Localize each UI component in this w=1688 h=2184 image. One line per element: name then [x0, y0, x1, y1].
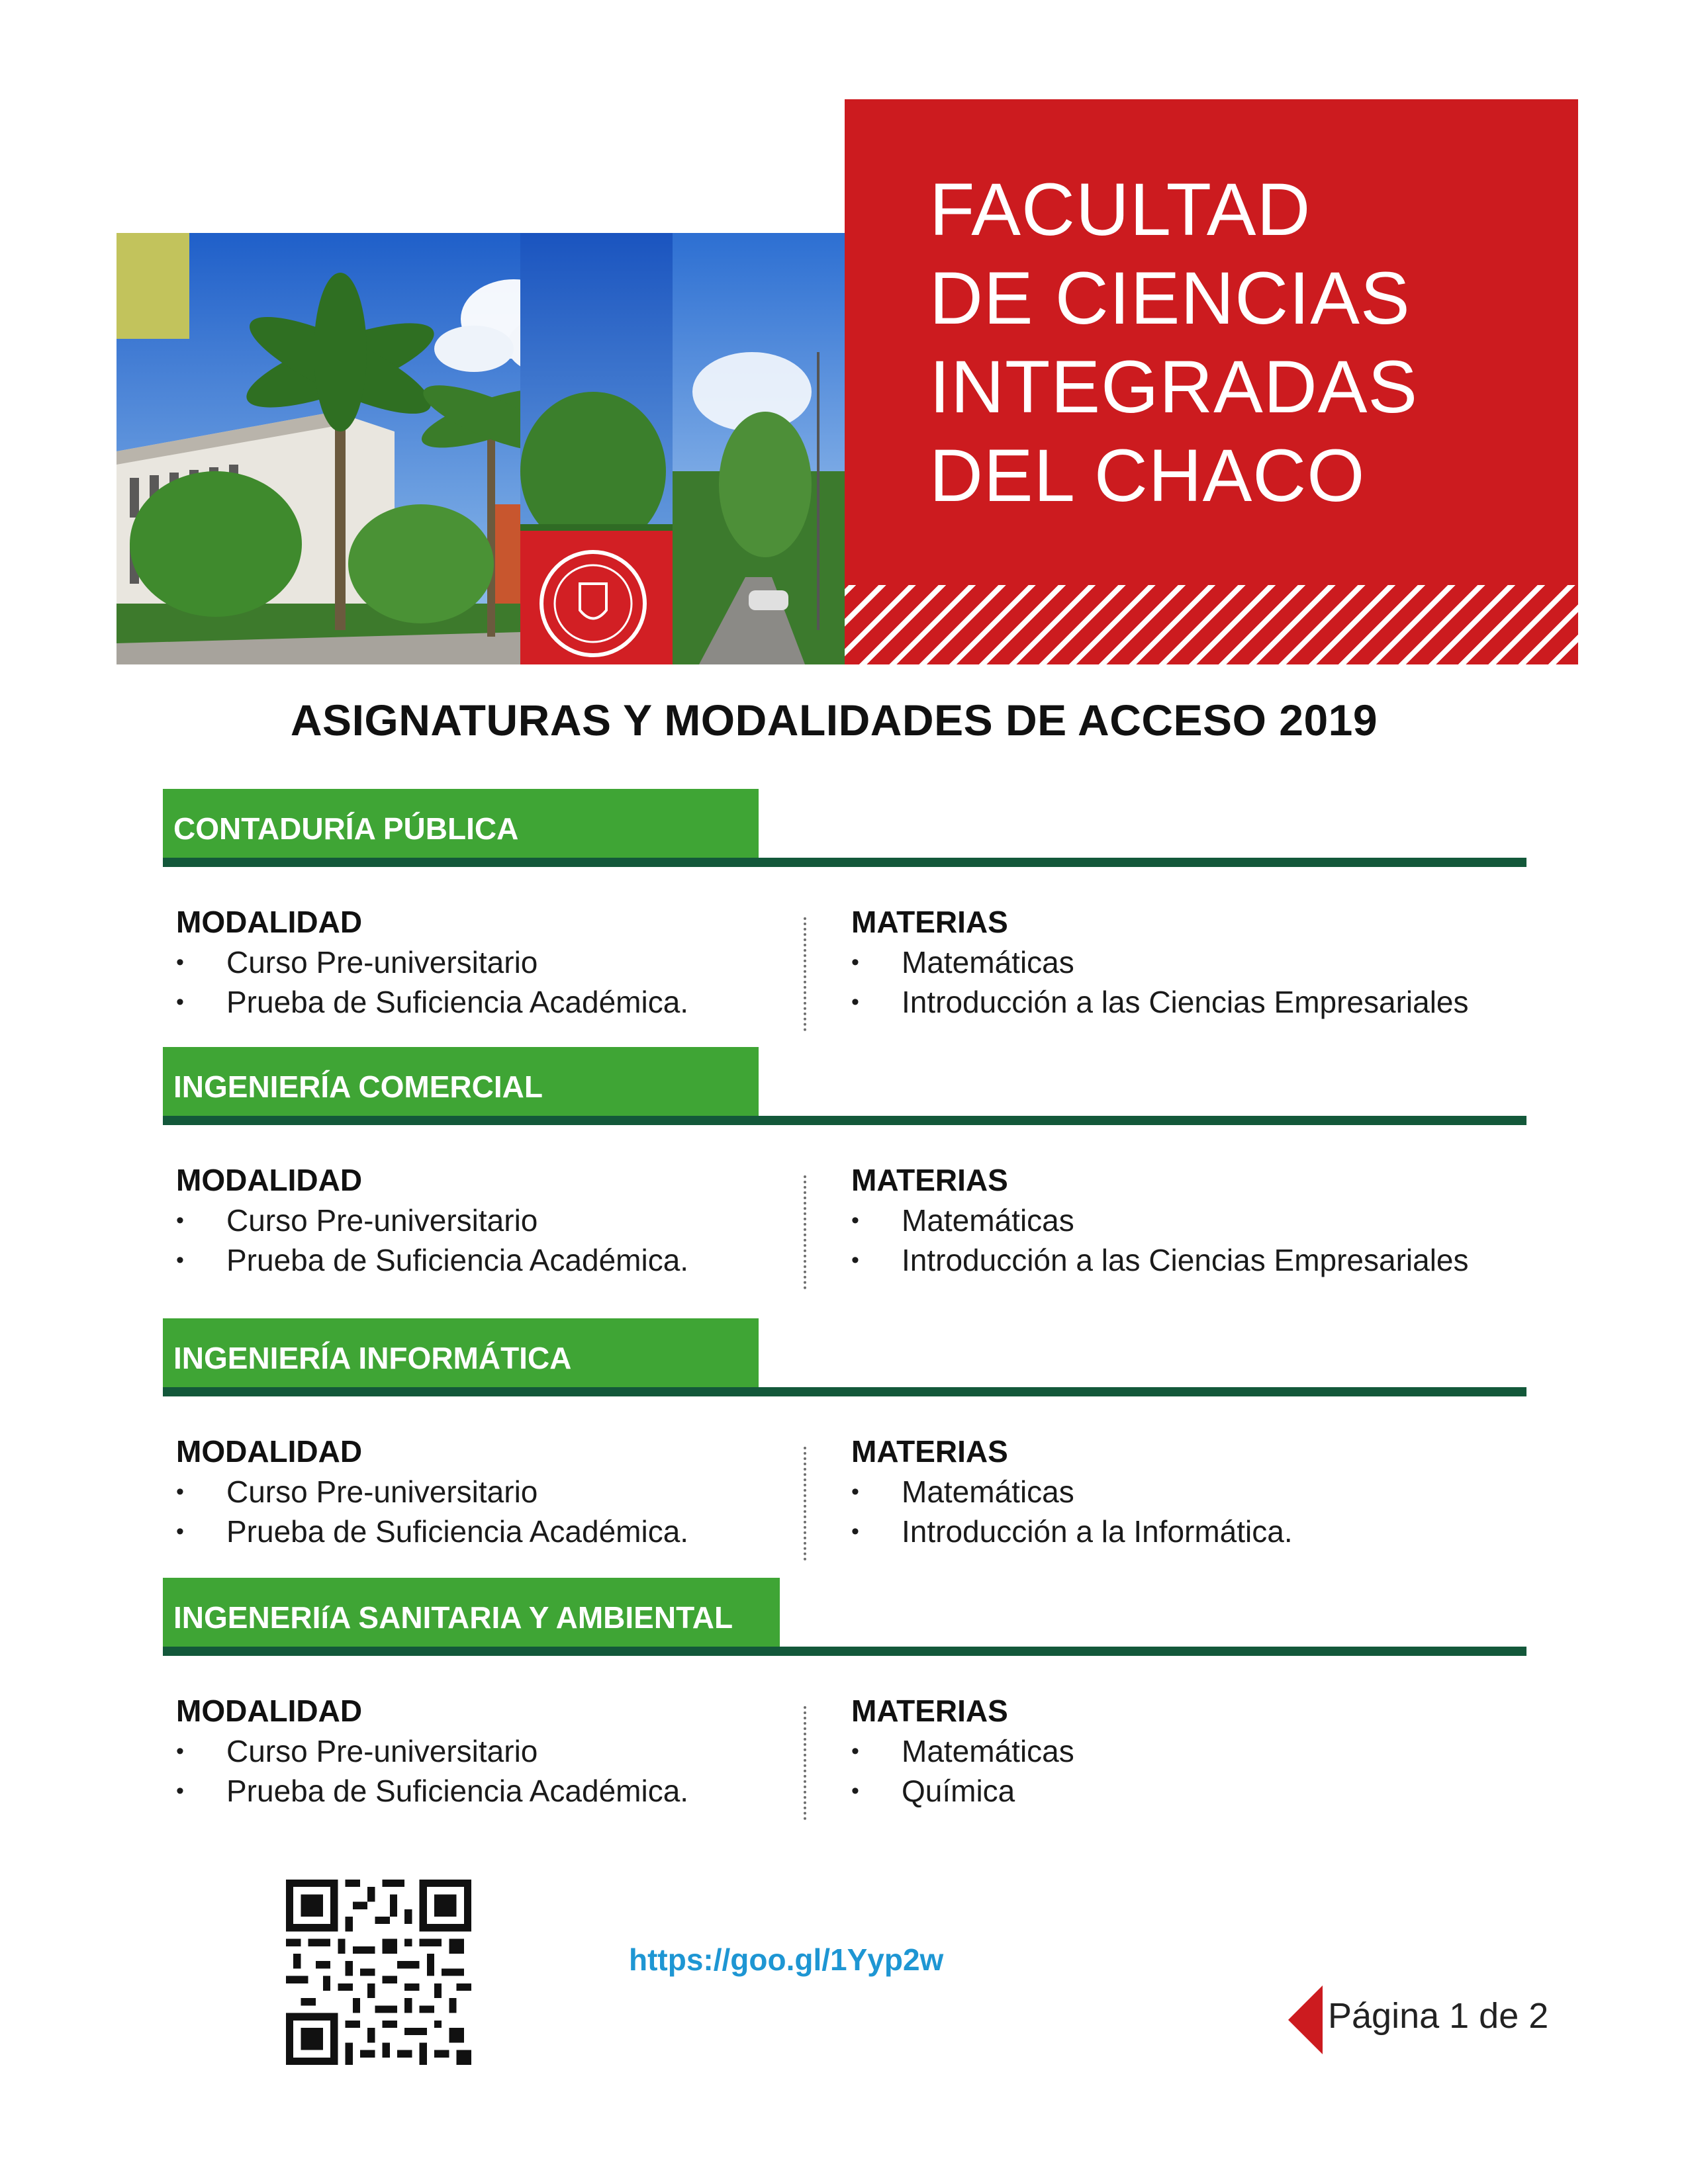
campus-photo-illustration	[117, 233, 845, 664]
faculty-title-line: FACULTAD	[929, 168, 1311, 251]
list-item: • Matemáticas	[851, 1731, 1487, 1771]
modalidad-column	[176, 1433, 812, 1551]
modalidad-column	[176, 904, 812, 1022]
section-header	[163, 1047, 1526, 1125]
list-item: • Matemáticas	[851, 942, 1487, 982]
list-item: • Curso Pre-universitario	[176, 1201, 812, 1240]
program-section	[163, 789, 1526, 1066]
section-header	[163, 789, 1526, 867]
list-item: • Introducción a las Ciencias Empresariales	[851, 1240, 1487, 1280]
list-item: • Prueba de Suficiencia Académica.	[176, 1240, 812, 1280]
section-body	[163, 867, 1526, 1066]
program-section	[163, 1318, 1526, 1595]
materias-list	[851, 1201, 1487, 1280]
page-marker-icon	[1288, 1985, 1323, 2054]
list-item: • Matemáticas	[851, 1472, 1487, 1512]
document-subtitle: ASIGNATURAS Y MODALIDADES DE ACCESO 2019	[290, 696, 1378, 745]
faculty-title	[929, 165, 1418, 520]
materias-list	[851, 1731, 1487, 1811]
materias-list	[851, 1472, 1487, 1551]
modalidad-list	[176, 1731, 812, 1811]
section-rule	[163, 1387, 1526, 1396]
decorative-stripes	[845, 585, 1578, 664]
section-body	[163, 1396, 1526, 1595]
list-item: • Introducción a las Ciencias Empresariales	[851, 982, 1487, 1022]
section-title: INGENIERÍA INFORMÁTICA	[163, 1318, 759, 1387]
list-item: • Curso Pre-universitario	[176, 942, 812, 982]
list-item: • Matemáticas	[851, 1201, 1487, 1240]
materias-list	[851, 942, 1487, 1022]
list-item: • Química	[851, 1771, 1487, 1811]
materias-column	[851, 904, 1487, 1022]
list-item: • Prueba de Suficiencia Académica.	[176, 1512, 812, 1551]
campus-photo	[117, 233, 845, 664]
section-rule	[163, 1647, 1526, 1656]
list-item: • Curso Pre-universitario	[176, 1731, 812, 1771]
materias-column	[851, 1162, 1487, 1280]
section-title: CONTADURÍA PÚBLICA	[163, 789, 759, 858]
column-divider	[804, 917, 806, 1031]
modalidad-heading: MODALIDAD	[176, 1434, 363, 1469]
page-number: Página 1 de 2	[1328, 1996, 1549, 2036]
list-item: • Curso Pre-universitario	[176, 1472, 812, 1512]
column-divider	[804, 1706, 806, 1820]
qr-code-icon	[286, 1880, 471, 2065]
section-body	[163, 1125, 1526, 1324]
modalidad-column	[176, 1162, 812, 1280]
list-item: • Prueba de Suficiencia Académica.	[176, 982, 812, 1022]
section-header	[163, 1578, 1526, 1656]
faculty-title-line: DE CIENCIAS	[929, 257, 1411, 340]
list-item: • Prueba de Suficiencia Académica.	[176, 1771, 812, 1811]
section-body	[163, 1656, 1526, 1854]
section-header	[163, 1318, 1526, 1396]
program-section	[163, 1047, 1526, 1324]
section-title: INGENIERÍA COMERCIAL	[163, 1047, 759, 1116]
section-rule	[163, 1116, 1526, 1125]
materias-column	[851, 1693, 1487, 1811]
materias-heading: MATERIAS	[851, 1434, 1008, 1469]
qr-code-graphic	[286, 1880, 471, 2065]
modalidad-heading: MODALIDAD	[176, 905, 363, 939]
program-section	[163, 1578, 1526, 1854]
modalidad-heading: MODALIDAD	[176, 1694, 363, 1728]
column-divider	[804, 1175, 806, 1289]
column-divider	[804, 1447, 806, 1561]
faculty-title-line: DEL CHACO	[929, 434, 1366, 517]
faculty-title-line: INTEGRADAS	[929, 345, 1419, 428]
faculty-title-block	[845, 99, 1578, 664]
section-title: INGENERIíA SANITARIA Y AMBIENTAL	[163, 1578, 780, 1647]
modalidad-column	[176, 1693, 812, 1811]
modalidad-list	[176, 942, 812, 1022]
campus-link[interactable]: https://goo.gl/1Yyp2w	[629, 1942, 944, 1977]
section-rule	[163, 858, 1526, 867]
materias-heading: MATERIAS	[851, 1694, 1008, 1728]
materias-heading: MATERIAS	[851, 905, 1008, 939]
materias-column	[851, 1433, 1487, 1551]
modalidad-list	[176, 1201, 812, 1280]
list-item: • Introducción a la Informática.	[851, 1512, 1487, 1551]
modalidad-heading: MODALIDAD	[176, 1163, 363, 1197]
materias-heading: MATERIAS	[851, 1163, 1008, 1197]
modalidad-list	[176, 1472, 812, 1551]
